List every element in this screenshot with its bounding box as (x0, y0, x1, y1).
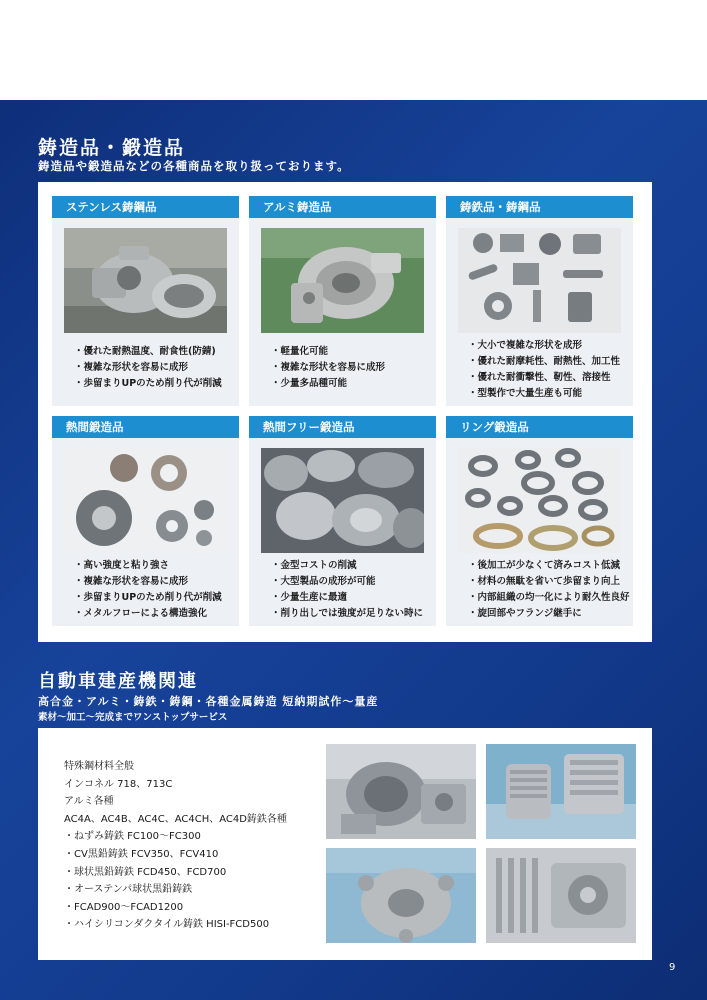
stainless-casting-features (74, 344, 222, 392)
card-ring-forging (446, 416, 633, 626)
hot-free-forging-features (271, 558, 423, 622)
material-item: ・オーステンパ球状黒鉛鋳鉄 (64, 884, 193, 896)
material-item: AC4A、AC4B、AC4C、AC4CH、AC4D鋳鉄各種 (64, 813, 287, 825)
section-subtitle-one-stop: 素材〜加工〜完成までワンストップサービス (38, 712, 228, 723)
material-item: ・球状黒鉛鋳鉄 FCD450、FCD700 (64, 866, 227, 878)
material-item: インコネル 718、713C (64, 778, 173, 790)
automotive-photo-2 (486, 744, 636, 839)
feature-item: ・大型製品の成形が可能 (271, 576, 376, 587)
feature-item: ・軽量化可能 (271, 346, 329, 357)
feature-item: ・材料の無駄を省いて歩留まり向上 (468, 576, 621, 587)
card-header: 熱間鍛造品 (52, 416, 239, 438)
automotive-photo-3 (326, 848, 476, 943)
materials-list (64, 758, 287, 934)
card-stainless-casting (52, 196, 239, 406)
card-header: リング鍛造品 (446, 416, 633, 438)
feature-item: ・優れた耐熱温度、耐食性(防錆) (74, 346, 216, 357)
cast-iron-features (468, 338, 620, 402)
card-hot-free-forging (249, 416, 436, 626)
page-number: 9 (669, 962, 676, 973)
feature-item: ・大小で複雑な形状を成形 (468, 340, 583, 351)
feature-item: ・歩留まりUPのため削り代が削減 (74, 378, 222, 389)
feature-item: ・複雑な形状を容易に成形 (74, 362, 189, 373)
card-cast-iron (446, 196, 633, 406)
material-item: ・ハイシリコンダクタイル鋳鉄 HISI-FCD500 (64, 919, 270, 931)
hot-forging-photo (64, 448, 227, 553)
feature-item: ・少量多品種可能 (271, 378, 348, 389)
feature-item: ・複雑な形状を容易に成形 (271, 362, 386, 373)
card-header: ステンレス鋳鋼品 (52, 196, 239, 218)
material-item: 特殊鋼材料全般 (64, 761, 134, 772)
materials-panel (38, 728, 652, 960)
feature-item: ・メタルフローによる構造強化 (74, 608, 208, 619)
feature-item: ・旋回部やフランジ継手に (468, 608, 582, 619)
automotive-photo-4 (486, 848, 636, 943)
cast-iron-photo (458, 228, 621, 333)
feature-item: ・優れた耐摩耗性、耐熱性、加工性 (468, 356, 621, 367)
material-item: ・ねずみ鋳鉄 FC100〜FC300 (64, 831, 201, 843)
products-panel (38, 182, 652, 642)
section-subtitle-automotive: 高合金・アルミ・鋳鉄・鋳鋼・各種金属鋳造 短納期試作〜量産 (38, 695, 379, 708)
card-header: 熱間フリー鍛造品 (249, 416, 436, 438)
feature-item: ・優れた耐衝撃性、靭性、溶接性 (468, 372, 611, 383)
feature-item: ・型製作で大量生産も可能 (468, 388, 583, 399)
section-title-castings: 鋳造品・鍛造品 (38, 137, 186, 159)
ring-forging-features (468, 558, 630, 622)
card-header: 鋳鉄品・鋳鋼品 (446, 196, 633, 218)
ring-forging-photo (458, 448, 621, 553)
feature-item: ・歩留まりUPのため削り代が削減 (74, 592, 222, 603)
stainless-casting-photo (64, 228, 227, 333)
card-hot-forging (52, 416, 239, 626)
card-aluminum-casting (249, 196, 436, 406)
feature-item: ・削り出しでは強度が足りない時に (271, 608, 424, 619)
feature-item: ・少量生産に最適 (271, 592, 348, 603)
feature-item: ・複雑な形状を容易に成形 (74, 576, 189, 587)
section-subtitle-castings: 鋳造品や鍛造品などの各種商品を取り扱っております。 (38, 159, 350, 173)
automotive-photo-1 (326, 744, 476, 839)
card-header: アルミ鋳造品 (249, 196, 436, 218)
section-title-automotive: 自動車建産機関連 (38, 671, 198, 692)
material-item: ・CV黒鉛鋳鉄 FCV350、FCV410 (64, 848, 219, 860)
material-item: アルミ各種 (64, 796, 114, 808)
aluminum-casting-features (271, 344, 385, 392)
hot-free-forging-photo (261, 448, 424, 553)
material-item: ・FCAD900〜FCAD1200 (64, 901, 184, 913)
page-top-margin (0, 0, 707, 100)
aluminum-casting-photo (261, 228, 424, 333)
feature-item: ・後加工が少なくて済みコスト低減 (468, 560, 621, 571)
feature-item: ・内部組織の均一化により耐久性良好 (468, 592, 630, 603)
hot-forging-features (74, 558, 222, 622)
feature-item: ・金型コストの削減 (271, 560, 357, 571)
feature-item: ・高い強度と粘り強さ (74, 560, 170, 571)
